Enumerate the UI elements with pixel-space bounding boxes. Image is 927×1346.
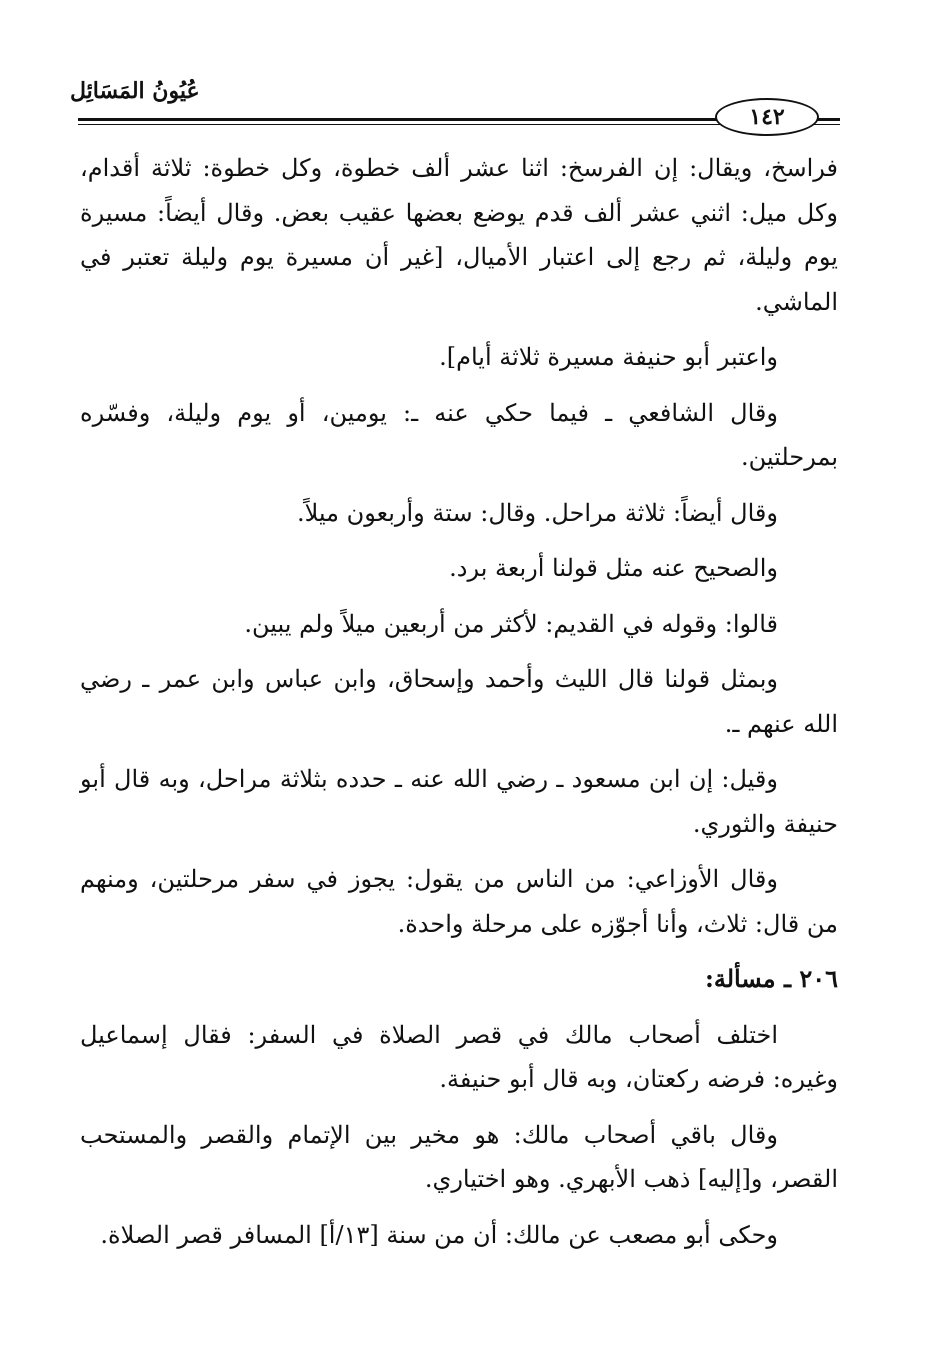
paragraph: وقال الأوزاعي: من الناس من يقول: يجوز في سفر مرحلتين، ومنهم من قال: ثلاث، وأنا أجوّزه على مرحلة واحدة. [80, 865, 838, 938]
paragraph: وقال أيضاً: ثلاثة مراحل. وقال: ستة وأربعون ميلاً. [296, 498, 778, 527]
paragraph: وقال باقي أصحاب مالك: هو مخير بين الإتمام والقصر والمستحب القصر، و[إليه] ذهب الأبهري. وهو اختياري. [80, 1120, 838, 1193]
paragraph: فراسخ، ويقال: إن الفرسخ: اثنا عشر ألف خطوة، وكل خطوة: ثلاثة أقدام، وكل ميل: اثني عشر ألف قدم يوضع بعضها عقيب بعض. وقال أيضاً: مسيرة يوم وليلة، ثم رجع إلى اعتبار الأميال، [غير أن مسيرة يوم وليلة تعتبر في الماشي. [80, 154, 838, 316]
paragraph: وقال الشافعي ـ فيما حكي عنه ـ: يومين، أو يوم وليلة، وفسّره بمرحلتين. [80, 398, 838, 471]
paragraph: وقيل: إن ابن مسعود ـ رضي الله عنه ـ حدده بثلاثة مراحل، وبه قال أبو حنيفة والثوري. [80, 765, 838, 838]
paragraph: واعتبر أبو حنيفة مسيرة ثلاثة أيام]. [439, 343, 778, 371]
section-heading: ٢٠٦ ـ مسألة: [704, 964, 838, 993]
page-body [80, 146, 838, 1268]
page-number: ١٤٢ [715, 98, 819, 136]
page-header [0, 0, 927, 140]
paragraph: اختلف أصحاب مالك في قصر الصلاة في السفر: فقال إسماعيل وغيره: فرضه ركعتان، وبه قال أبو حنيفة. [80, 1020, 838, 1093]
paragraph: والصحيح عنه مثل قولنا أربعة برد. [449, 554, 778, 582]
paragraph: وحكى أبو مصعب عن مالك: أن من سنة [١٣/أ] المسافر قصر الصلاة. [100, 1220, 778, 1249]
paragraph: وبمثل قولنا قال الليث وأحمد وإسحاق، وابن عباس وابن عمر ـ رضي الله عنهم ـ. [80, 665, 838, 738]
book-title: عُيُونُ المَسَائِل [70, 78, 200, 104]
paragraph: قالوا: وقوله في القديم: لأكثر من أربعين ميلاً ولم يبين. [244, 609, 778, 638]
